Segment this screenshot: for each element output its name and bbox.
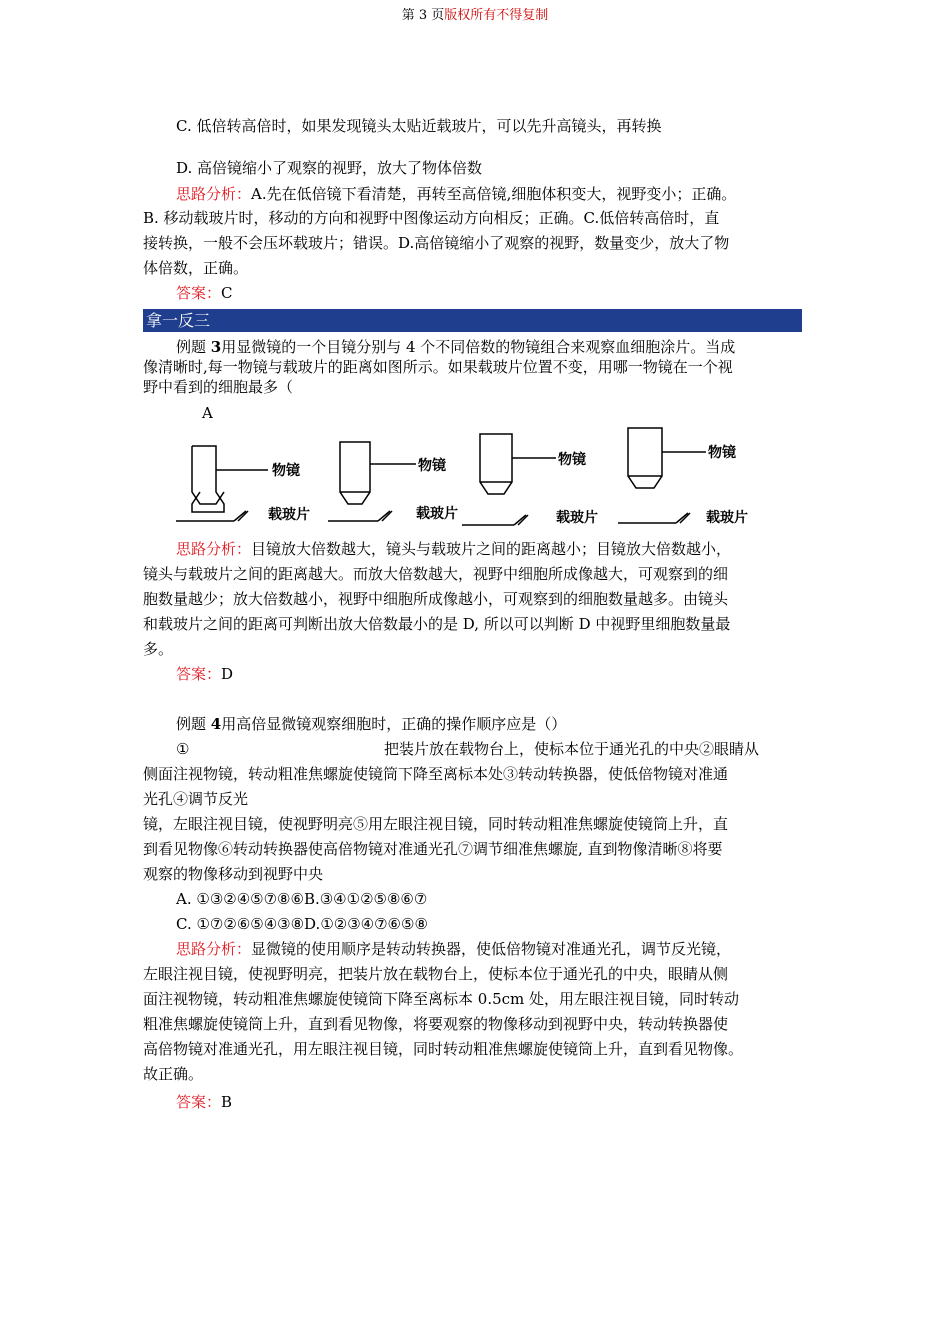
example4-step: 侧面注视物镜，转动粗准焦螺旋使镜筒下降至离标本处③转动转换器，使低倍物镜对准通 bbox=[143, 765, 729, 783]
slide-label: 载玻片 bbox=[556, 510, 598, 526]
example4-step: 观察的物像移动到视野中央 bbox=[143, 865, 324, 883]
example3-question: 野中看到的细胞最多（ bbox=[143, 378, 294, 396]
analysis-line: 思路分析：A.先在低倍镜下看清楚，再转至高倍镜,细胞体积变大，视野变小；正确。 bbox=[176, 185, 737, 203]
slide-label: 载玻片 bbox=[706, 510, 748, 526]
example4-step: 镜，左眼注视目镜，使视野明亮⑤用左眼注视目镜，同时转动粗准焦螺旋使镜筒上升，直 bbox=[143, 815, 729, 833]
option-c: C. 低倍转高倍时，如果发现镜头太贴近载玻片，可以先升高镜头，再转换 bbox=[176, 117, 662, 135]
example3-question: 像清晰时,每一物镜与载玻片的距离如图所示。如果载玻片位置不变，用哪一物镜在一个视 bbox=[143, 358, 733, 376]
example4-analysis: 左眼注视目镜，使视野明亮，把装片放在载物台上，使标本位于通光孔的中央，眼睛从侧 bbox=[143, 965, 729, 983]
analysis-label: 思路分析： bbox=[176, 185, 252, 203]
example4-analysis: 高倍物镜对准通光孔，用左眼注视目镜，同时转动粗准焦螺旋使镜筒上升，直到看见物像。 bbox=[143, 1040, 744, 1058]
analysis-line: 体倍数，正确。 bbox=[143, 259, 249, 277]
example4-step: 到看见物像⑥转动转换器使高倍物镜对准通光孔⑦调节细准焦螺旋, 直到物像清晰⑧将要 bbox=[143, 840, 723, 858]
answer-value: C bbox=[221, 284, 233, 302]
example4-options: C. ①⑦②⑥⑤④③⑧D.①②③④⑦⑥⑤⑧ bbox=[176, 915, 428, 933]
answer-line bbox=[176, 283, 233, 303]
objective-lens-1 bbox=[176, 446, 268, 521]
example3-choice: A bbox=[202, 404, 213, 422]
example3-analysis: 思路分析：目镜放大倍数越大，镜头与载玻片之间的距离越小；目镜放大倍数越小， bbox=[176, 540, 732, 558]
objective-lens-4 bbox=[618, 428, 706, 523]
slide-label: 载玻片 bbox=[416, 506, 458, 522]
example3-analysis: 镜头与载玻片之间的距离越大。而放大倍数越大，视野中细胞所成像越大，可观察到的细 bbox=[143, 565, 729, 583]
example4-options: A. ①③②④⑤⑦⑧⑥B.③④①②⑤⑧⑥⑦ bbox=[176, 890, 428, 908]
page-header bbox=[0, 4, 950, 23]
example3-analysis: 和载玻片之间的距离可判断出放大倍数最小的是 D, 所以可以判断 D 中视野里细胞数量最 bbox=[143, 615, 731, 633]
objective-lens-2 bbox=[328, 442, 416, 521]
example4-analysis: 思路分析：显微镜的使用顺序是转动转换器，使低倍物镜对准通光孔，调节反光镜， bbox=[176, 940, 732, 958]
objective-label: 物镜 bbox=[272, 463, 300, 479]
example3-answer: 答案：D bbox=[176, 665, 234, 683]
slide-label: 载玻片 bbox=[268, 507, 310, 523]
analysis-line: 接转换，一般不会压坏载玻片；错误。D.高倍镜缩小了观察的视野，数量变少，放大了物 bbox=[143, 234, 730, 252]
objective-label: 物镜 bbox=[418, 458, 446, 474]
example4-analysis: 故正确。 bbox=[143, 1065, 204, 1083]
answer-label: 答案： bbox=[176, 284, 222, 302]
analysis-line: B. 移动载玻片时，移动的方向和视野中图像运动方向相反；正确。C.低倍转高倍时，直 bbox=[143, 209, 720, 227]
section-banner: 拿一反三 bbox=[143, 309, 802, 332]
example3-analysis: 多。 bbox=[143, 640, 174, 658]
example4-answer: 答案：B bbox=[176, 1093, 233, 1111]
example4-step: 把装片放在载物台上，使标本位于通光孔的中央②眼睛从 bbox=[384, 740, 760, 758]
example4-analysis: 面注视物镜，转动粗准焦螺旋使镜筒下降至离标本 0.5cm 处，用左眼注视目镜，同时转动 bbox=[143, 990, 740, 1008]
objective-label: 物镜 bbox=[558, 452, 586, 468]
example4-analysis: 粗准焦螺旋使镜筒上升，直到看见物像，将要观察的物像移动到视野中央，转动转换器使 bbox=[143, 1015, 729, 1033]
example3-analysis: 胞数量越少；放大倍数越小，视野中细胞所成像越小，可观察到的细胞数量越多。由镜头 bbox=[143, 590, 729, 608]
page-number: 第 3 页 bbox=[401, 8, 445, 23]
copyright-notice: 版权所有不得复制 bbox=[444, 8, 549, 23]
objective-label: 物镜 bbox=[708, 445, 736, 461]
option-d: D. 高倍镜缩小了观察的视野，放大了物体倍数 bbox=[176, 159, 483, 177]
objective-lens-3 bbox=[462, 434, 556, 525]
objective-lens-figure bbox=[168, 424, 768, 534]
example4-question: 例题 4用高倍显微镜观察细胞时，正确的操作顺序应是（） bbox=[176, 715, 567, 733]
example4-step: 光孔④调节反光 bbox=[143, 790, 249, 808]
example3-question: 例题 3用显微镜的一个目镜分别与 4 个不同倍数的物镜组合来观察血细胞涂片。当成 bbox=[176, 338, 736, 356]
example4-step: ① bbox=[176, 740, 190, 758]
